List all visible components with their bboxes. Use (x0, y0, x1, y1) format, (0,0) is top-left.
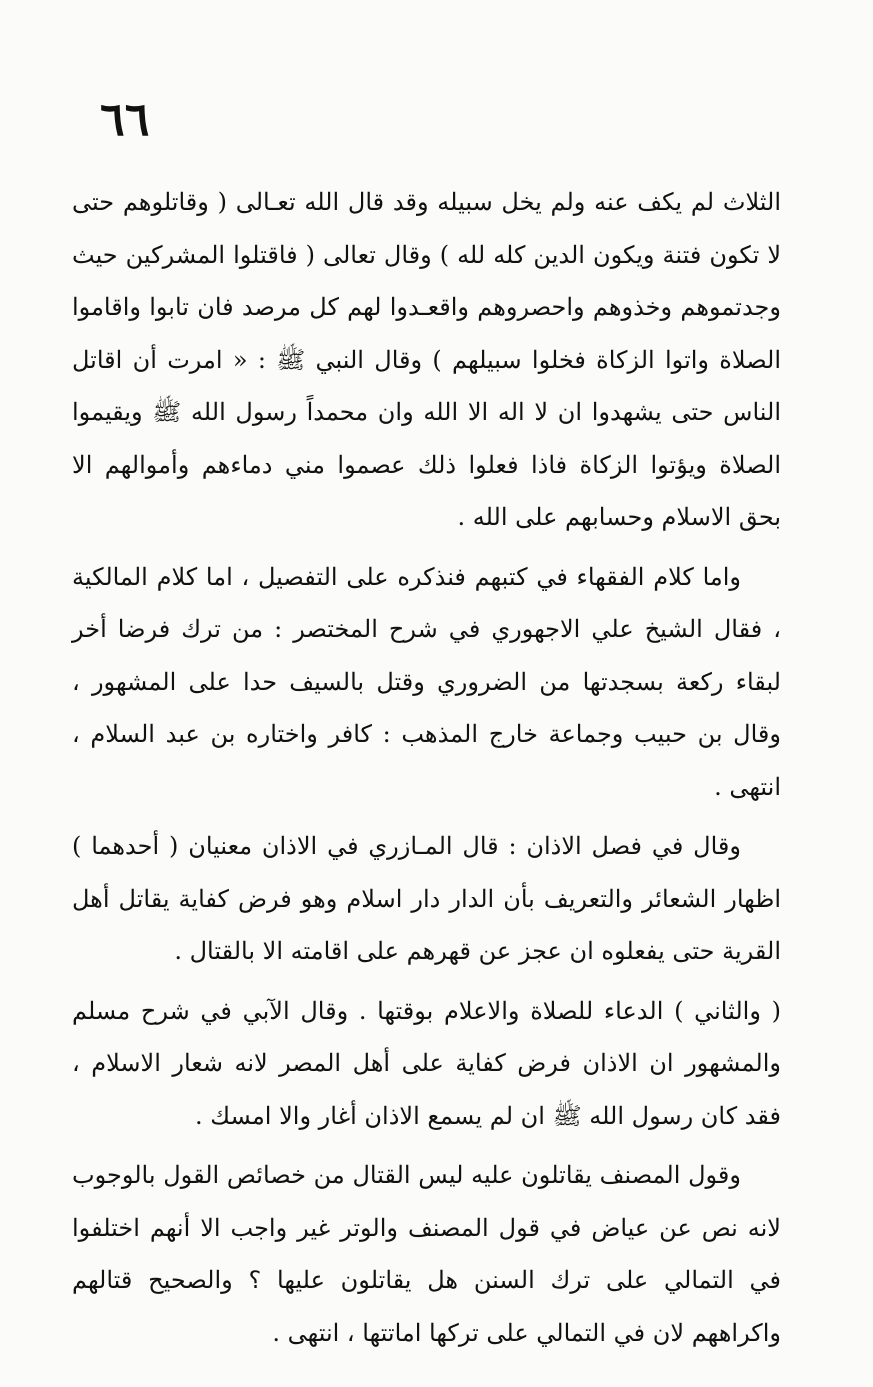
paragraph-author-statement: وقول المصنف يقاتلون عليه ليس القتال من خصائص القول بالوجوب لانه نص عن عياض في قول المصنف والوتر غير واجب الا أنهم اختلفوا في التمالي على ترك السنن هل يقاتلون عليها ؟ والصحيح قتالهم واكراههم لان في التمالي على تركها اماتتها ، انتهى . (72, 1161, 781, 1347)
paragraph-adhan-first-meaning: وقال في فصل الاذان : قال المـازري في الاذان معنيان ( أحدهما ) اظهار الشعائر والتعريف بأن الدار دار اسلام وهو فرض كفاية يقاتل أهل القرية حتى يفعلوه ان عجز عن قهرهم على اقامته الا بالقتال . (72, 832, 782, 965)
paragraph-verses-and-hadith: الثلاث لم يكف عنه ولم يخل سبيله وقد قال الله تعـالى ( وقاتلوهم حتى لا تكون فتنة ويكون الدين كله لله ) وقال تعالى ( فاقتلوا المشركين حيث وجدتموهم وخذوهم واحصروهم واقعـدوا لهم كل مرصد فان تابوا واقاموا الصلاة واتوا الزكاة فخلوا سبيلهم ) وقال النبي ﷺ : « امرت أن اقاتل الناس حتى يشهدوا ان لا اله الا الله وان محمداً رسول الله ﷺ ويقيموا الصلاة ويؤتوا الزكاة فاذا فعلوا ذلك عصموا مني دماءهم وأموالهم الا بحق الاسلام وحسابهم على الله . (72, 188, 782, 531)
page-number: ٦٦ (100, 92, 150, 146)
paragraph-adhan-second-meaning: ( والثاني ) الدعاء للصلاة والاعلام بوقتها . وقال الآبي في شرح مسلم والمشهور ان الاذان فرض كفاية على أهل المصر لانه شعار الاسلام ، فقد كان رسول الله ﷺ ان لم يسمع الاذان أغار والا امسك . (72, 996, 781, 1130)
paragraph-maliki-opinions: واما كلام الفقهاء في كتبهم فنذكره على التفصيل ، اما كلام المالكية ، فقال الشيخ علي الاجهوري في شرح المختصر : من ترك فرضا أخر لبقاء ركعة بسجدتها من الضروري وقتل بالسيف حدا على المشهور ، وقال بن حبيب وجماعة خارج المذهب : كافر واختاره بن عبد السلام ، انتهى . (72, 562, 781, 801)
body-text (72, 176, 781, 1359)
